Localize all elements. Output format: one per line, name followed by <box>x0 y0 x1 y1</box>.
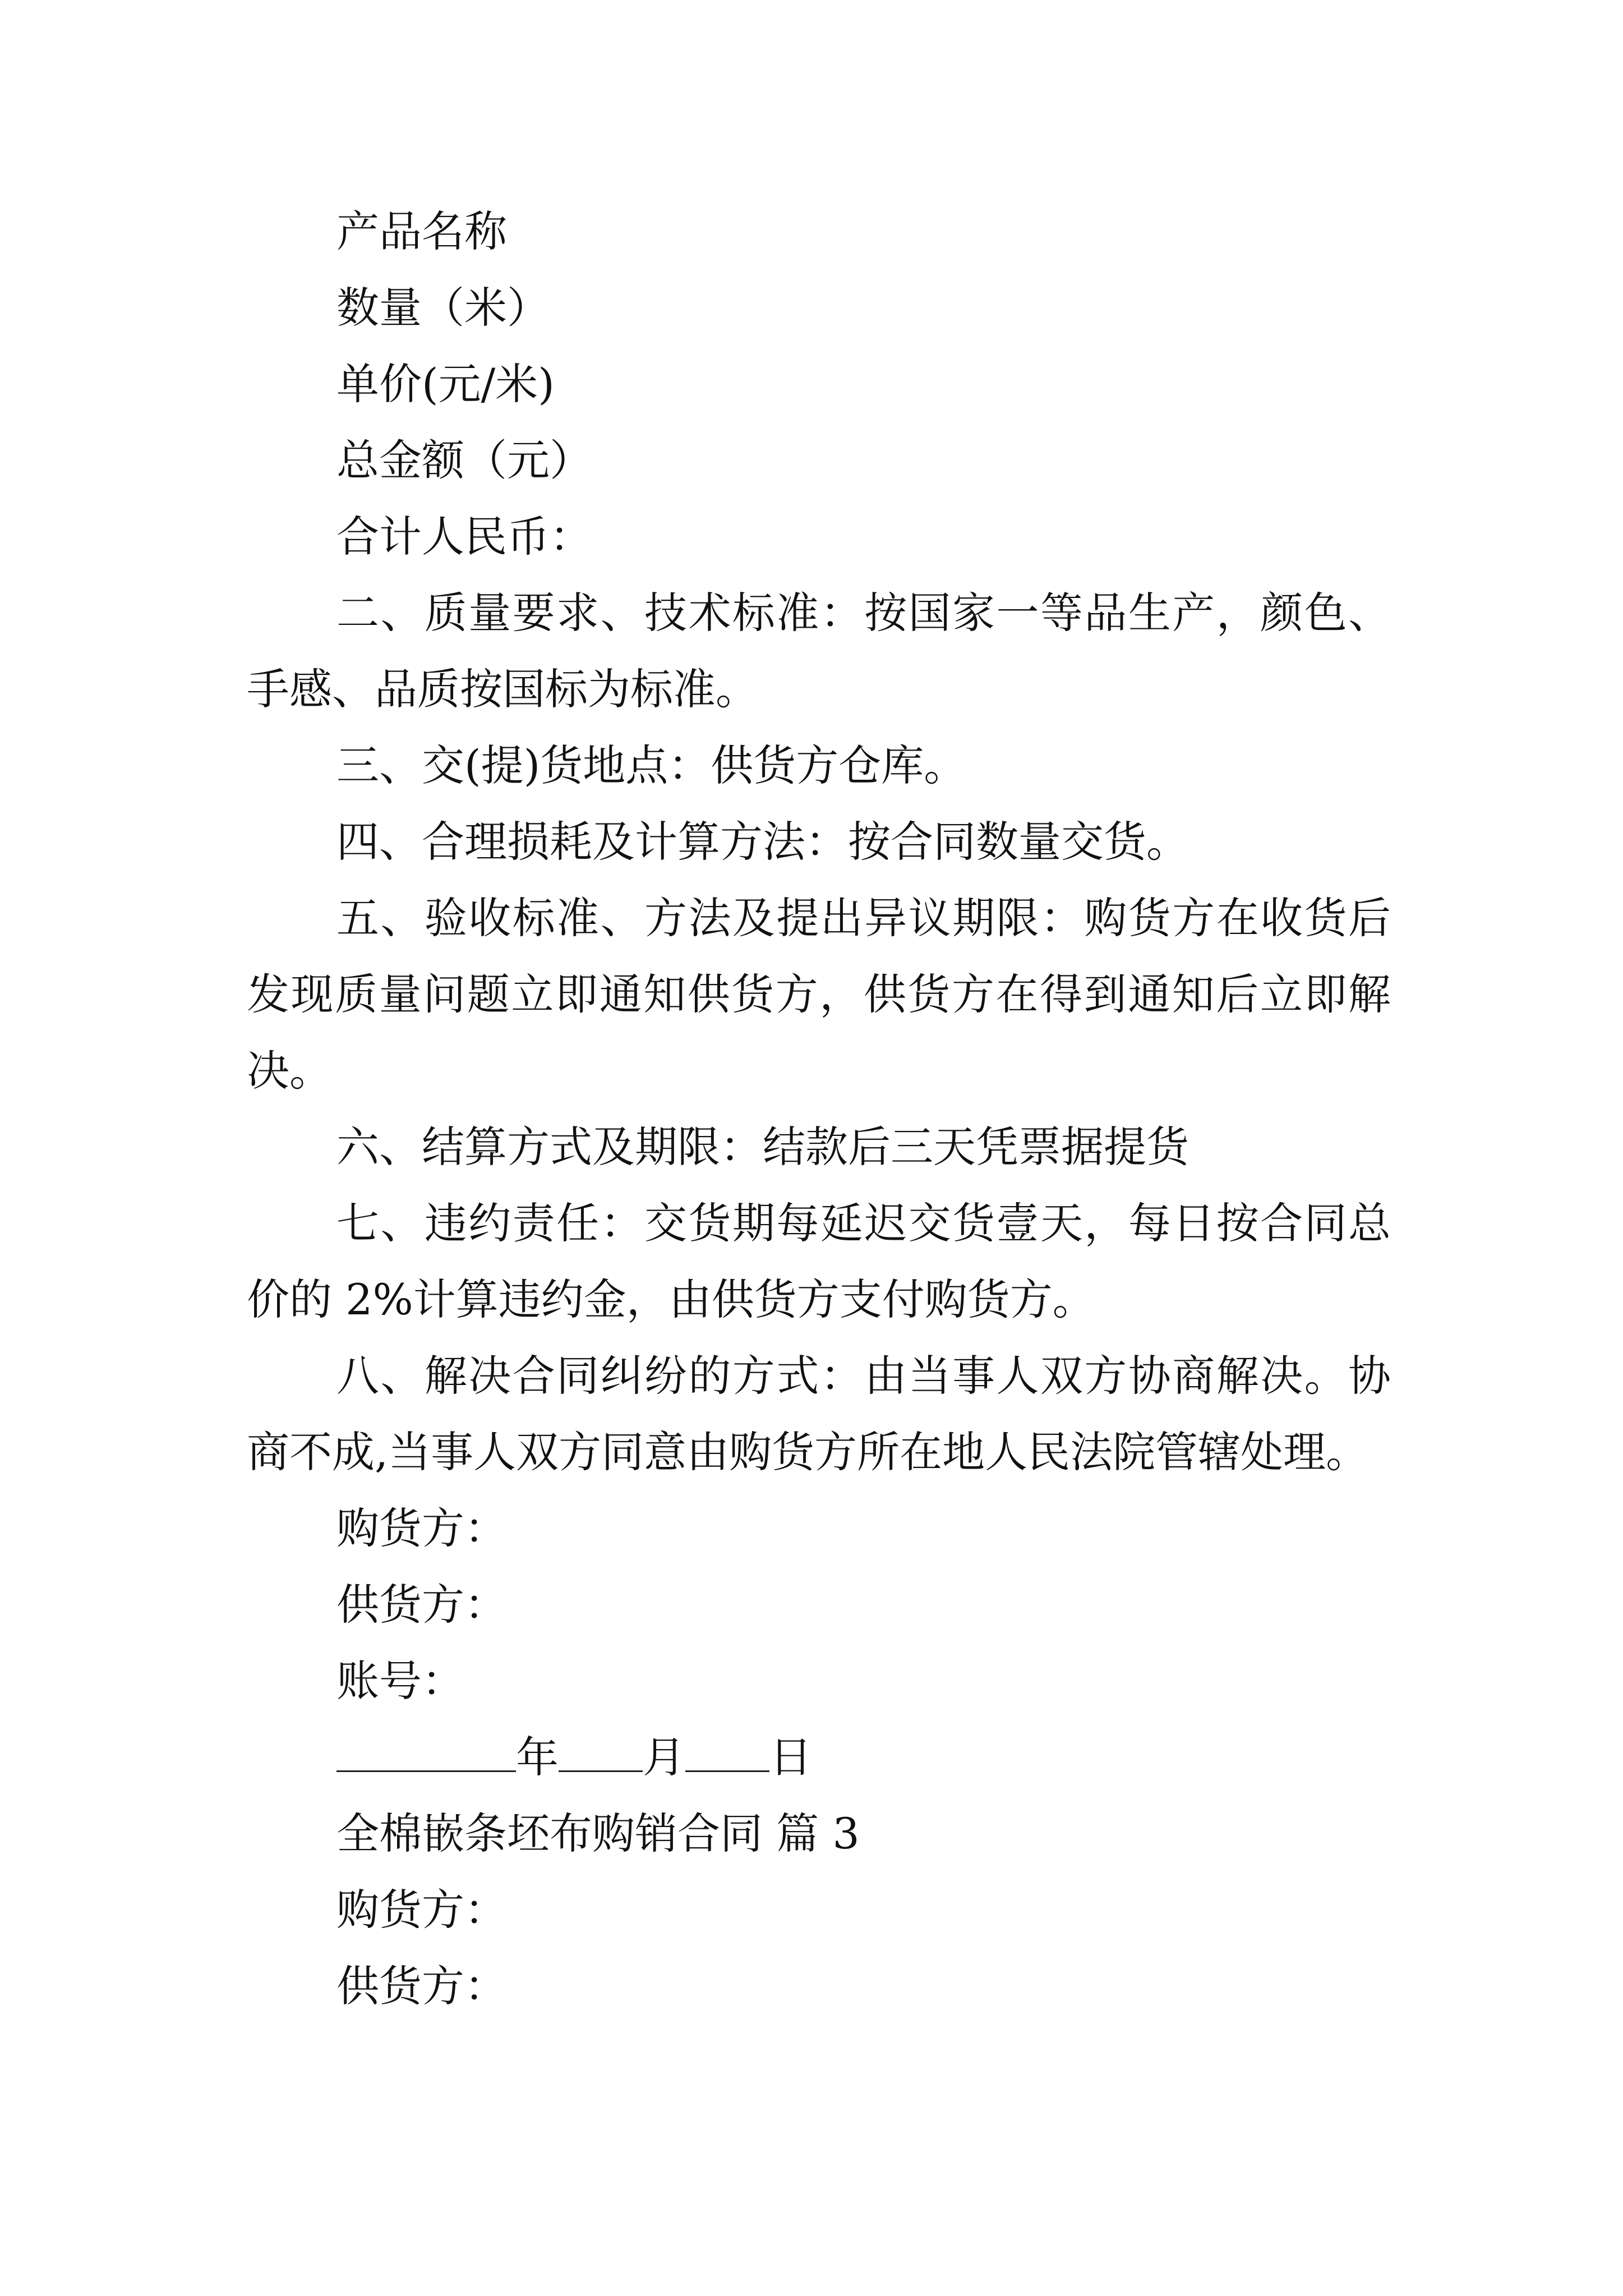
total-amount-line: 总金额（元） <box>336 435 592 485</box>
quantity-line: 数量（米） <box>336 283 550 333</box>
month-label: 月 <box>643 1732 685 1782</box>
clause-quality: 二、质量要求、技术标准：按国家一等品生产，颜色、手感、品质按国标为标准。 <box>247 588 1391 714</box>
day-blank <box>685 1730 769 1772</box>
unit-price-line: 单价(元/米) <box>336 359 555 409</box>
buyer-label: 购货方： <box>336 1503 507 1553</box>
month-blank <box>559 1730 643 1772</box>
clause-settlement: 六、结算方式及期限：结款后三天凭票据提货 <box>336 1122 1189 1172</box>
product-name-line: 产品名称 <box>336 206 507 256</box>
clause-liability: 七、违约责任：交货期每延迟交货壹天，每日按合同总价的 2%计算违约金，由供货方支付购货方。 <box>247 1198 1391 1324</box>
section-buyer-label: 购货方： <box>336 1885 507 1935</box>
section-title: 全棉嵌条坯布购销合同 篇 3 <box>336 1809 860 1858</box>
document-body <box>247 194 1391 2024</box>
account-label: 账号： <box>336 1656 464 1706</box>
total-rmb-line: 合计人民币： <box>336 512 592 562</box>
clause-acceptance: 五、验收标准、方法及提出异议期限：购货方在收货后发现质量问题立即通知供货方，供货方在得到通知后立即解决。 <box>247 893 1391 1096</box>
day-label: 日 <box>769 1732 812 1782</box>
clause-dispute: 八、解决合同纠纷的方式：由当事人双方协商解决。协商不成,当事人双方同意由购货方所在地人民法院管辖处理。 <box>247 1351 1391 1477</box>
section-supplier-label: 供货方： <box>336 1961 507 2011</box>
date-line <box>247 1719 1391 1796</box>
clause-loss-calculation: 四、合理损耗及计算方法：按合同数量交货。 <box>336 817 1189 867</box>
year-blank <box>336 1730 516 1772</box>
clause-delivery-location: 三、交(提)货地点：供货方仓库。 <box>336 740 967 790</box>
supplier-label: 供货方： <box>336 1580 507 1630</box>
year-label: 年 <box>516 1732 559 1782</box>
